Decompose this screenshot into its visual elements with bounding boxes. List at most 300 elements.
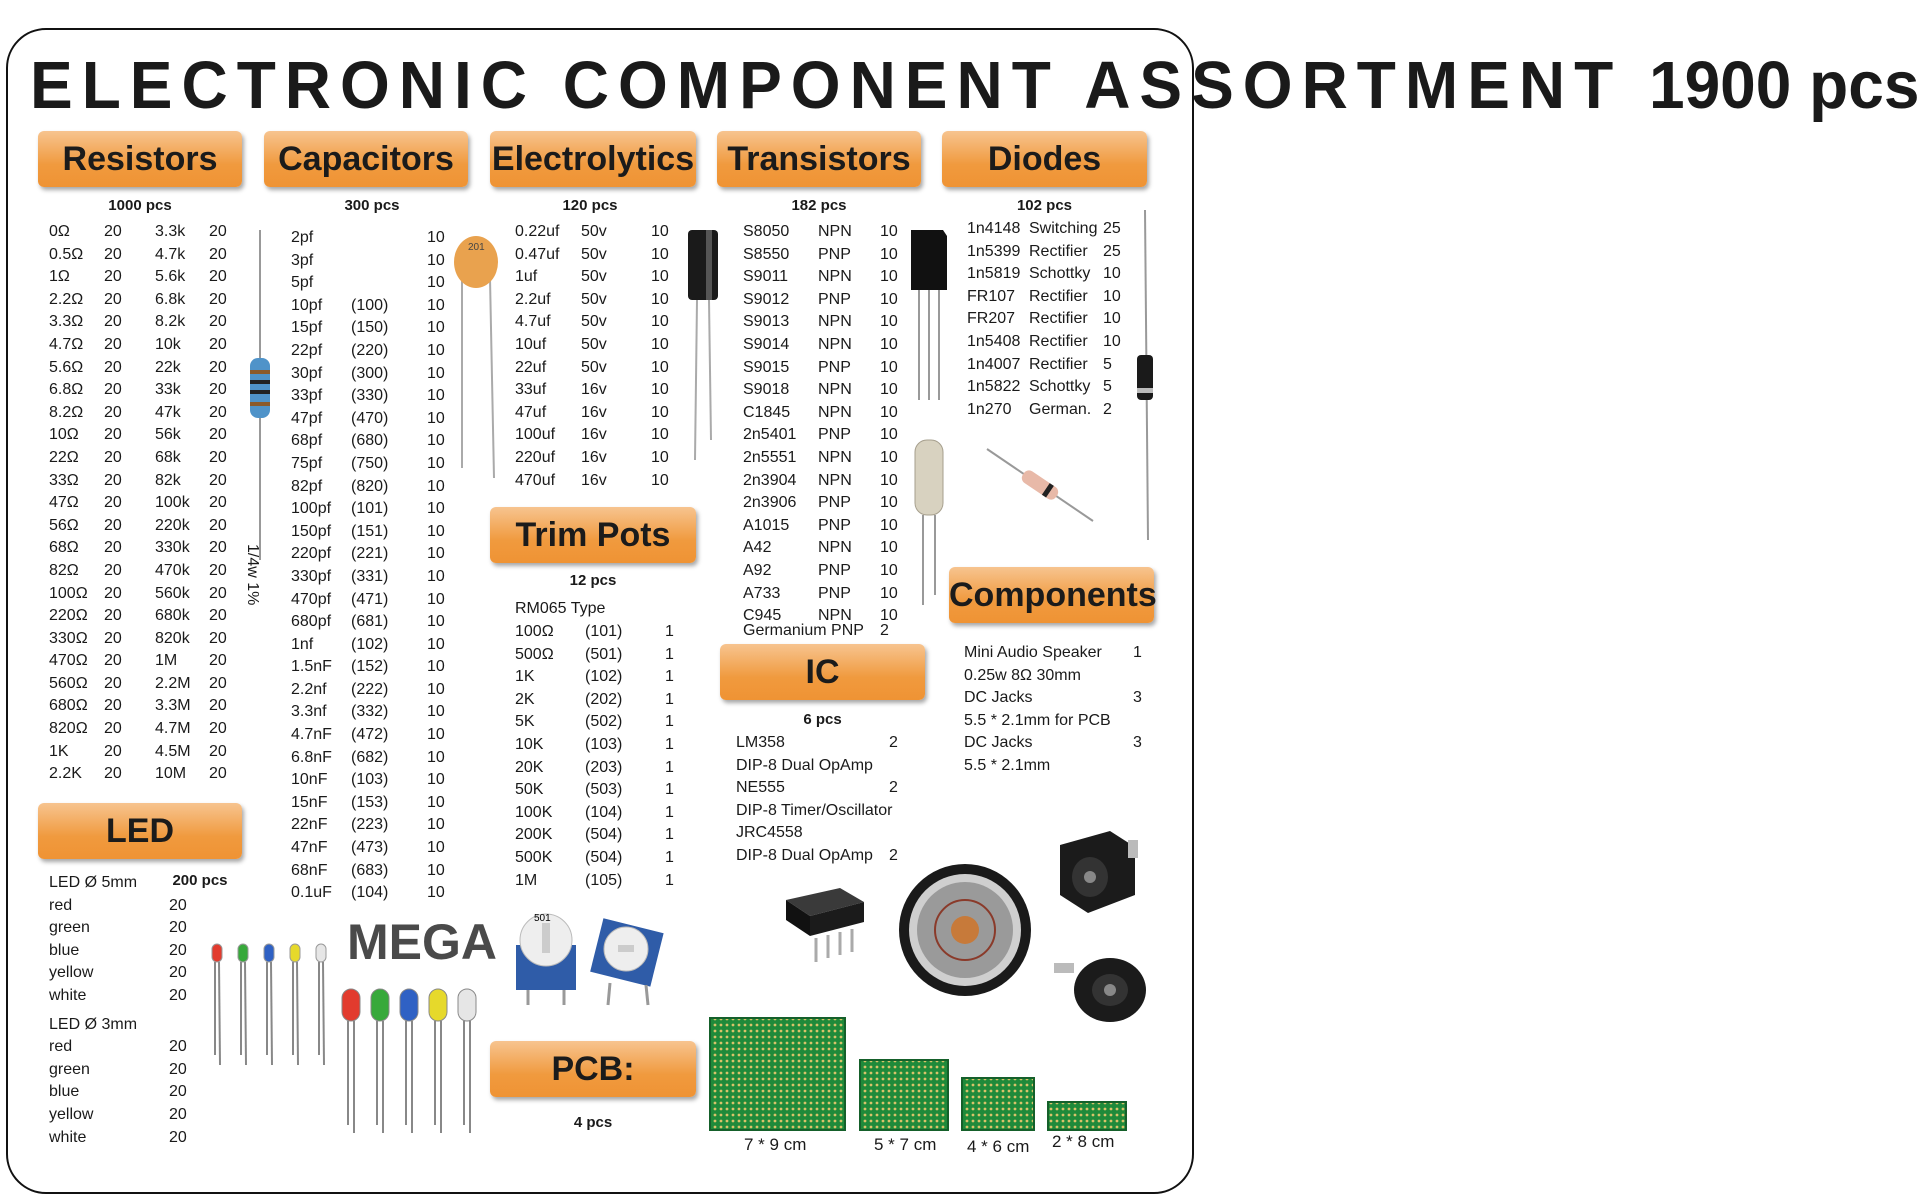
table-row bbox=[49, 424, 129, 447]
table-cell: 10 bbox=[427, 793, 445, 811]
table-cell: (683) bbox=[351, 861, 389, 879]
electrolytics-header: Electrolytics bbox=[490, 131, 696, 187]
table-cell: 20 bbox=[209, 245, 227, 263]
table-row bbox=[964, 665, 1144, 688]
table-cell: 4.7M bbox=[155, 720, 191, 738]
capacitors-table bbox=[291, 227, 451, 905]
table-cell: 680pf bbox=[291, 613, 332, 631]
table-cell: red bbox=[49, 1038, 73, 1056]
germanium-qty: 2 bbox=[880, 622, 889, 639]
table-cell: 0.1uF bbox=[291, 884, 332, 902]
table-row bbox=[743, 311, 903, 334]
page-title bbox=[30, 47, 1919, 123]
led-header: LED bbox=[38, 803, 242, 859]
table-cell: 20 bbox=[209, 607, 227, 625]
table-cell: 330Ω bbox=[49, 629, 88, 647]
table-cell: 47uf bbox=[515, 403, 547, 421]
table-cell: (504) bbox=[585, 848, 623, 866]
table-cell: 200K bbox=[515, 826, 553, 844]
table-row bbox=[515, 666, 675, 689]
table-cell: 20 bbox=[209, 448, 227, 466]
table-cell: 10 bbox=[880, 448, 898, 466]
table-row bbox=[291, 317, 451, 340]
table-cell: 10 bbox=[427, 567, 445, 585]
table-cell: 1 bbox=[665, 826, 674, 844]
table-row bbox=[291, 860, 451, 883]
table-cell: 470uf bbox=[515, 471, 556, 489]
table-row bbox=[49, 447, 129, 470]
table-cell: PNP bbox=[818, 358, 851, 376]
table-cell: blue bbox=[49, 1083, 80, 1101]
table-cell: 10 bbox=[651, 268, 669, 286]
table-row bbox=[155, 244, 235, 267]
table-cell: 22k bbox=[155, 358, 181, 376]
table-row bbox=[291, 498, 451, 521]
table-cell: 1 bbox=[665, 735, 674, 753]
table-row bbox=[743, 402, 903, 425]
table-cell: (682) bbox=[351, 748, 389, 766]
table-cell: 1n5408 bbox=[967, 332, 1021, 350]
table-cell: 2.2K bbox=[49, 765, 82, 783]
table-row bbox=[291, 814, 451, 837]
table-cell: 25 bbox=[1103, 242, 1121, 260]
table-cell: 20 bbox=[104, 448, 122, 466]
table-row bbox=[964, 687, 1144, 710]
table-cell: 10 bbox=[651, 290, 669, 308]
table-row bbox=[49, 962, 199, 985]
table-cell: 680k bbox=[155, 607, 190, 625]
table-cell: 20 bbox=[209, 584, 227, 602]
table-cell: (101) bbox=[585, 623, 623, 640]
table-cell: 3.3Ω bbox=[49, 313, 84, 331]
table-cell: 10K bbox=[515, 735, 544, 753]
table-cell: 1 bbox=[665, 781, 674, 799]
transistor-icon bbox=[905, 220, 955, 410]
table-cell: 1n4007 bbox=[967, 355, 1021, 373]
table-cell: S9015 bbox=[743, 358, 790, 376]
led-5mm bbox=[458, 989, 476, 1021]
table-cell: 10 bbox=[427, 387, 445, 405]
table-cell: A733 bbox=[743, 584, 781, 602]
table-cell: 500Ω bbox=[515, 645, 554, 663]
capacitors-count: 300 pcs bbox=[344, 197, 400, 214]
table-cell: 20 bbox=[169, 1128, 187, 1146]
table-cell: S8550 bbox=[743, 245, 790, 263]
table-cell: 10 bbox=[651, 381, 669, 399]
table-row bbox=[515, 379, 675, 402]
ic-header: IC bbox=[720, 644, 925, 700]
table-cell: 5.6k bbox=[155, 268, 186, 286]
table-cell: 1 bbox=[665, 758, 674, 776]
table-row bbox=[743, 221, 903, 244]
table-cell: 10 bbox=[427, 545, 445, 563]
electrolytics-table bbox=[515, 221, 675, 492]
diode-icon bbox=[1130, 210, 1160, 540]
table-cell: 4.7k bbox=[155, 245, 186, 263]
table-cell: 10k bbox=[155, 335, 181, 353]
resistors-header: Resistors bbox=[38, 131, 242, 187]
table-row bbox=[291, 679, 451, 702]
table-row bbox=[736, 777, 906, 800]
table-cell: 1 bbox=[1133, 644, 1142, 661]
table-cell: 50v bbox=[581, 223, 607, 240]
table-cell: 20 bbox=[209, 742, 227, 760]
table-row bbox=[515, 447, 675, 470]
table-cell: 220uf bbox=[515, 448, 556, 466]
table-cell: 2.2nf bbox=[291, 680, 327, 698]
table-cell: 20 bbox=[104, 290, 122, 308]
table-row bbox=[515, 870, 675, 893]
table-cell: 10 bbox=[880, 471, 898, 489]
transistors-count: 182 pcs bbox=[791, 197, 847, 214]
table-cell: S9012 bbox=[743, 290, 790, 308]
table-cell: 20 bbox=[104, 268, 122, 286]
table-row bbox=[515, 244, 675, 267]
table-cell: 20 bbox=[169, 941, 187, 959]
table-cell: 220Ω bbox=[49, 607, 88, 625]
table-cell: 20 bbox=[209, 539, 227, 557]
table-row bbox=[155, 695, 235, 718]
table-cell: 10 bbox=[427, 816, 445, 834]
table-cell: PNP bbox=[818, 290, 851, 308]
table-row bbox=[743, 560, 903, 583]
table-cell: 680Ω bbox=[49, 697, 88, 715]
table-cell: (504) bbox=[585, 826, 623, 844]
table-row bbox=[155, 266, 235, 289]
table-cell: 10 bbox=[880, 426, 898, 444]
table-cell: 2 bbox=[1103, 400, 1112, 418]
pcb-size-5x7: 5 * 7 cm bbox=[874, 1135, 937, 1154]
table-cell: 68pf bbox=[291, 432, 323, 450]
table-cell: A1015 bbox=[743, 516, 790, 534]
table-cell: 10 bbox=[1103, 310, 1121, 328]
table-cell: (103) bbox=[585, 735, 623, 753]
table-cell: 33k bbox=[155, 381, 181, 399]
table-cell: (150) bbox=[351, 319, 389, 337]
table-cell: (300) bbox=[351, 364, 389, 382]
table-cell: 20 bbox=[209, 426, 227, 444]
resistors-table-right bbox=[155, 221, 235, 786]
table-row bbox=[967, 286, 1127, 309]
table-row bbox=[291, 227, 451, 250]
table-cell: 10 bbox=[427, 590, 445, 608]
table-row bbox=[49, 1081, 199, 1104]
table-cell: 10 bbox=[880, 335, 898, 353]
table-cell: 20 bbox=[104, 516, 122, 534]
table-cell: (473) bbox=[351, 839, 389, 857]
table-row bbox=[291, 363, 451, 386]
table-cell: 82Ω bbox=[49, 561, 79, 579]
table-cell: (105) bbox=[585, 871, 623, 889]
table-cell: 20 bbox=[209, 720, 227, 738]
table-cell: 20 bbox=[104, 494, 122, 512]
table-row bbox=[155, 357, 235, 380]
table-cell: 82pf bbox=[291, 477, 323, 495]
table-cell: 4.5M bbox=[155, 742, 191, 760]
table-cell: S9018 bbox=[743, 381, 790, 399]
table-row bbox=[49, 673, 129, 696]
resistor-rating bbox=[221, 544, 261, 639]
diodes-header: Diodes bbox=[942, 131, 1147, 187]
capacitors-header: Capacitors bbox=[264, 131, 468, 187]
table-cell: Rectifier bbox=[1029, 355, 1088, 373]
led-3mm bbox=[316, 944, 326, 962]
table-cell: 10Ω bbox=[49, 426, 79, 444]
table-cell: PNP bbox=[818, 516, 851, 534]
table-cell: 20 bbox=[104, 426, 122, 444]
table-cell: yellow bbox=[49, 964, 94, 982]
table-cell: 1K bbox=[515, 668, 535, 686]
table-row bbox=[515, 779, 675, 802]
table-row bbox=[49, 266, 129, 289]
table-cell: 20 bbox=[104, 674, 122, 692]
table-cell: 20 bbox=[104, 403, 122, 421]
table-row bbox=[291, 882, 451, 905]
led-5mm bbox=[342, 989, 360, 1021]
table-row bbox=[743, 289, 903, 312]
table-row bbox=[49, 537, 129, 560]
table-cell: 50v bbox=[581, 268, 607, 286]
table-row bbox=[49, 605, 129, 628]
table-cell: 0.47uf bbox=[515, 245, 560, 263]
table-cell: 20 bbox=[104, 652, 122, 670]
table-row bbox=[49, 289, 129, 312]
table-cell: 33uf bbox=[515, 381, 547, 399]
table-row bbox=[155, 424, 235, 447]
table-row bbox=[515, 357, 675, 380]
table-cell: 75pf bbox=[291, 454, 323, 472]
table-row bbox=[515, 289, 675, 312]
table-cell: 16v bbox=[581, 403, 607, 421]
led-5mm bbox=[429, 989, 447, 1021]
ic-table bbox=[736, 732, 906, 868]
table-cell: 20 bbox=[104, 629, 122, 647]
table-cell: PNP bbox=[818, 494, 851, 512]
table-cell: 20 bbox=[104, 607, 122, 625]
table-cell: 20 bbox=[169, 1105, 187, 1123]
table-row bbox=[155, 763, 235, 786]
table-cell: 20 bbox=[104, 223, 122, 240]
table-cell: 100uf bbox=[515, 426, 556, 444]
resistors-table-left bbox=[49, 221, 129, 786]
trimpot-icon bbox=[508, 905, 678, 1015]
table-cell: 10 bbox=[427, 884, 445, 902]
table-cell: 150pf bbox=[291, 522, 332, 540]
table-cell: DIP-8 Timer/Oscillator bbox=[736, 801, 893, 819]
table-cell: C1845 bbox=[743, 403, 791, 421]
table-cell: 20 bbox=[209, 494, 227, 512]
ic-chip-icon bbox=[780, 880, 870, 970]
crystal-icon bbox=[905, 430, 955, 610]
table-cell: 20 bbox=[209, 335, 227, 353]
table-cell: 20 bbox=[209, 652, 227, 670]
table-cell: 5.6Ω bbox=[49, 358, 84, 376]
table-cell: 10 bbox=[880, 494, 898, 512]
table-cell: (100) bbox=[351, 296, 389, 314]
table-cell: Schottky bbox=[1029, 378, 1091, 396]
table-cell: 10 bbox=[651, 471, 669, 489]
table-row bbox=[155, 334, 235, 357]
table-row bbox=[291, 792, 451, 815]
table-cell: Mini Audio Speaker bbox=[964, 644, 1102, 661]
table-cell: (101) bbox=[351, 500, 389, 518]
table-row bbox=[155, 673, 235, 696]
table-row bbox=[291, 611, 451, 634]
table-cell: NPN bbox=[818, 607, 852, 625]
led-3mm-icon bbox=[205, 940, 335, 1070]
trimpots-type-label: RM065 Type bbox=[515, 600, 606, 617]
table-cell: 4.7uf bbox=[515, 313, 551, 331]
speaker-icon bbox=[895, 860, 1035, 1000]
table-cell: 500K bbox=[515, 848, 553, 866]
table-cell: 50v bbox=[581, 335, 607, 353]
led-3mm bbox=[264, 944, 274, 962]
table-row bbox=[967, 399, 1127, 422]
table-row bbox=[155, 492, 235, 515]
table-cell: 20 bbox=[169, 919, 187, 937]
resistor-icon bbox=[240, 230, 280, 560]
table-cell: 0.5Ω bbox=[49, 245, 84, 263]
table-cell: 5.5 * 2.1mm for PCB bbox=[964, 711, 1111, 729]
table-cell: 6.8nF bbox=[291, 748, 332, 766]
table-cell: 20 bbox=[104, 381, 122, 399]
led-3mm bbox=[212, 944, 222, 962]
table-cell: 82k bbox=[155, 471, 181, 489]
table-cell: DIP-8 Dual OpAmp bbox=[736, 846, 873, 864]
table-row bbox=[49, 334, 129, 357]
table-cell: 10 bbox=[427, 274, 445, 292]
table-cell: DC Jacks bbox=[964, 734, 1033, 752]
table-cell: 20 bbox=[104, 561, 122, 579]
table-row bbox=[291, 340, 451, 363]
table-cell: 1n5822 bbox=[967, 378, 1021, 396]
table-cell: 1Ω bbox=[49, 268, 70, 286]
table-cell: JRC4558 bbox=[736, 824, 803, 842]
table-cell: (102) bbox=[351, 635, 389, 653]
table-row bbox=[155, 515, 235, 538]
table-cell: LED Ø 3mm bbox=[49, 1015, 138, 1033]
led-group-title bbox=[49, 1014, 199, 1037]
table-cell: 10 bbox=[1103, 265, 1121, 283]
table-cell: 100k bbox=[155, 494, 190, 512]
table-row bbox=[49, 492, 129, 515]
table-row bbox=[736, 800, 906, 823]
table-row bbox=[967, 308, 1127, 331]
table-cell: 3pf bbox=[291, 251, 314, 269]
table-cell: 3 bbox=[1133, 689, 1142, 707]
table-cell: 5K bbox=[515, 713, 535, 731]
table-row bbox=[155, 311, 235, 334]
table-cell: 1n5819 bbox=[967, 265, 1021, 283]
table-row bbox=[964, 710, 1144, 733]
table-cell: 820k bbox=[155, 629, 190, 647]
table-cell: red bbox=[49, 896, 73, 914]
table-cell: (681) bbox=[351, 613, 389, 631]
table-cell: 100pf bbox=[291, 500, 332, 518]
trimpots-type bbox=[515, 598, 675, 621]
table-row bbox=[291, 747, 451, 770]
table-cell: (153) bbox=[351, 793, 389, 811]
table-cell: 3 bbox=[1133, 734, 1142, 752]
dc-jack-pcb-icon bbox=[1050, 825, 1145, 920]
table-cell: (223) bbox=[351, 816, 389, 834]
table-cell: 5 bbox=[1103, 355, 1112, 373]
table-cell: 10 bbox=[880, 607, 898, 625]
table-cell: 2.2Ω bbox=[49, 290, 84, 308]
table-row bbox=[743, 492, 903, 515]
table-cell: NPN bbox=[818, 313, 852, 331]
table-row bbox=[49, 695, 129, 718]
table-row bbox=[743, 379, 903, 402]
table-cell: 10 bbox=[651, 403, 669, 421]
table-cell: 50v bbox=[581, 313, 607, 331]
table-cell: 3.3M bbox=[155, 697, 191, 715]
table-cell: NPN bbox=[818, 223, 852, 240]
table-cell: 20 bbox=[104, 697, 122, 715]
table-cell: Schottky bbox=[1029, 265, 1091, 283]
table-cell: 2n5401 bbox=[743, 426, 797, 444]
table-row bbox=[49, 741, 129, 764]
table-cell: 2n3904 bbox=[743, 471, 797, 489]
pcb-boards-icon bbox=[700, 1010, 1170, 1135]
table-row bbox=[515, 334, 675, 357]
table-cell: 20 bbox=[169, 986, 187, 1004]
transistors-extra bbox=[743, 620, 903, 643]
table-cell: yellow bbox=[49, 1105, 94, 1123]
led-group-title bbox=[49, 872, 199, 895]
table-row bbox=[515, 311, 675, 334]
table-cell: 2 bbox=[889, 734, 898, 751]
table-cell: 47k bbox=[155, 403, 181, 421]
table-row bbox=[515, 802, 675, 825]
table-cell: 470Ω bbox=[49, 652, 88, 670]
table-cell: 10 bbox=[651, 426, 669, 444]
table-cell: 20 bbox=[209, 561, 227, 579]
table-cell: 220k bbox=[155, 516, 190, 534]
table-cell: (222) bbox=[351, 680, 389, 698]
table-cell: German. bbox=[1029, 400, 1092, 418]
table-row bbox=[736, 755, 906, 778]
table-cell: 30pf bbox=[291, 364, 323, 382]
table-cell: 1 bbox=[665, 690, 674, 708]
table-row bbox=[967, 263, 1127, 286]
table-row bbox=[515, 424, 675, 447]
table-cell: 10 bbox=[880, 584, 898, 602]
table-cell: 10 bbox=[427, 319, 445, 337]
table-cell: 20 bbox=[209, 358, 227, 376]
table-row bbox=[964, 732, 1144, 755]
table-cell: 10 bbox=[880, 223, 898, 240]
table-cell: NPN bbox=[818, 335, 852, 353]
table-cell: 16v bbox=[581, 381, 607, 399]
table-cell: (221) bbox=[351, 545, 389, 563]
diodes-count: 102 pcs bbox=[1016, 197, 1073, 214]
table-row bbox=[155, 289, 235, 312]
table-cell: 68nF bbox=[291, 861, 328, 879]
table-row bbox=[49, 628, 129, 651]
table-cell: 10 bbox=[651, 223, 669, 240]
table-cell: 20 bbox=[104, 471, 122, 489]
table-row bbox=[49, 985, 199, 1008]
table-row bbox=[291, 272, 451, 295]
table-cell: 10 bbox=[427, 229, 445, 246]
table-row bbox=[743, 424, 903, 447]
table-row bbox=[49, 583, 129, 606]
table-cell: 1 bbox=[665, 668, 674, 686]
table-cell: 47Ω bbox=[49, 494, 79, 512]
title-count: 1900 pcs bbox=[1648, 47, 1919, 123]
pcb-size-7x9: 7 * 9 cm bbox=[744, 1135, 807, 1154]
